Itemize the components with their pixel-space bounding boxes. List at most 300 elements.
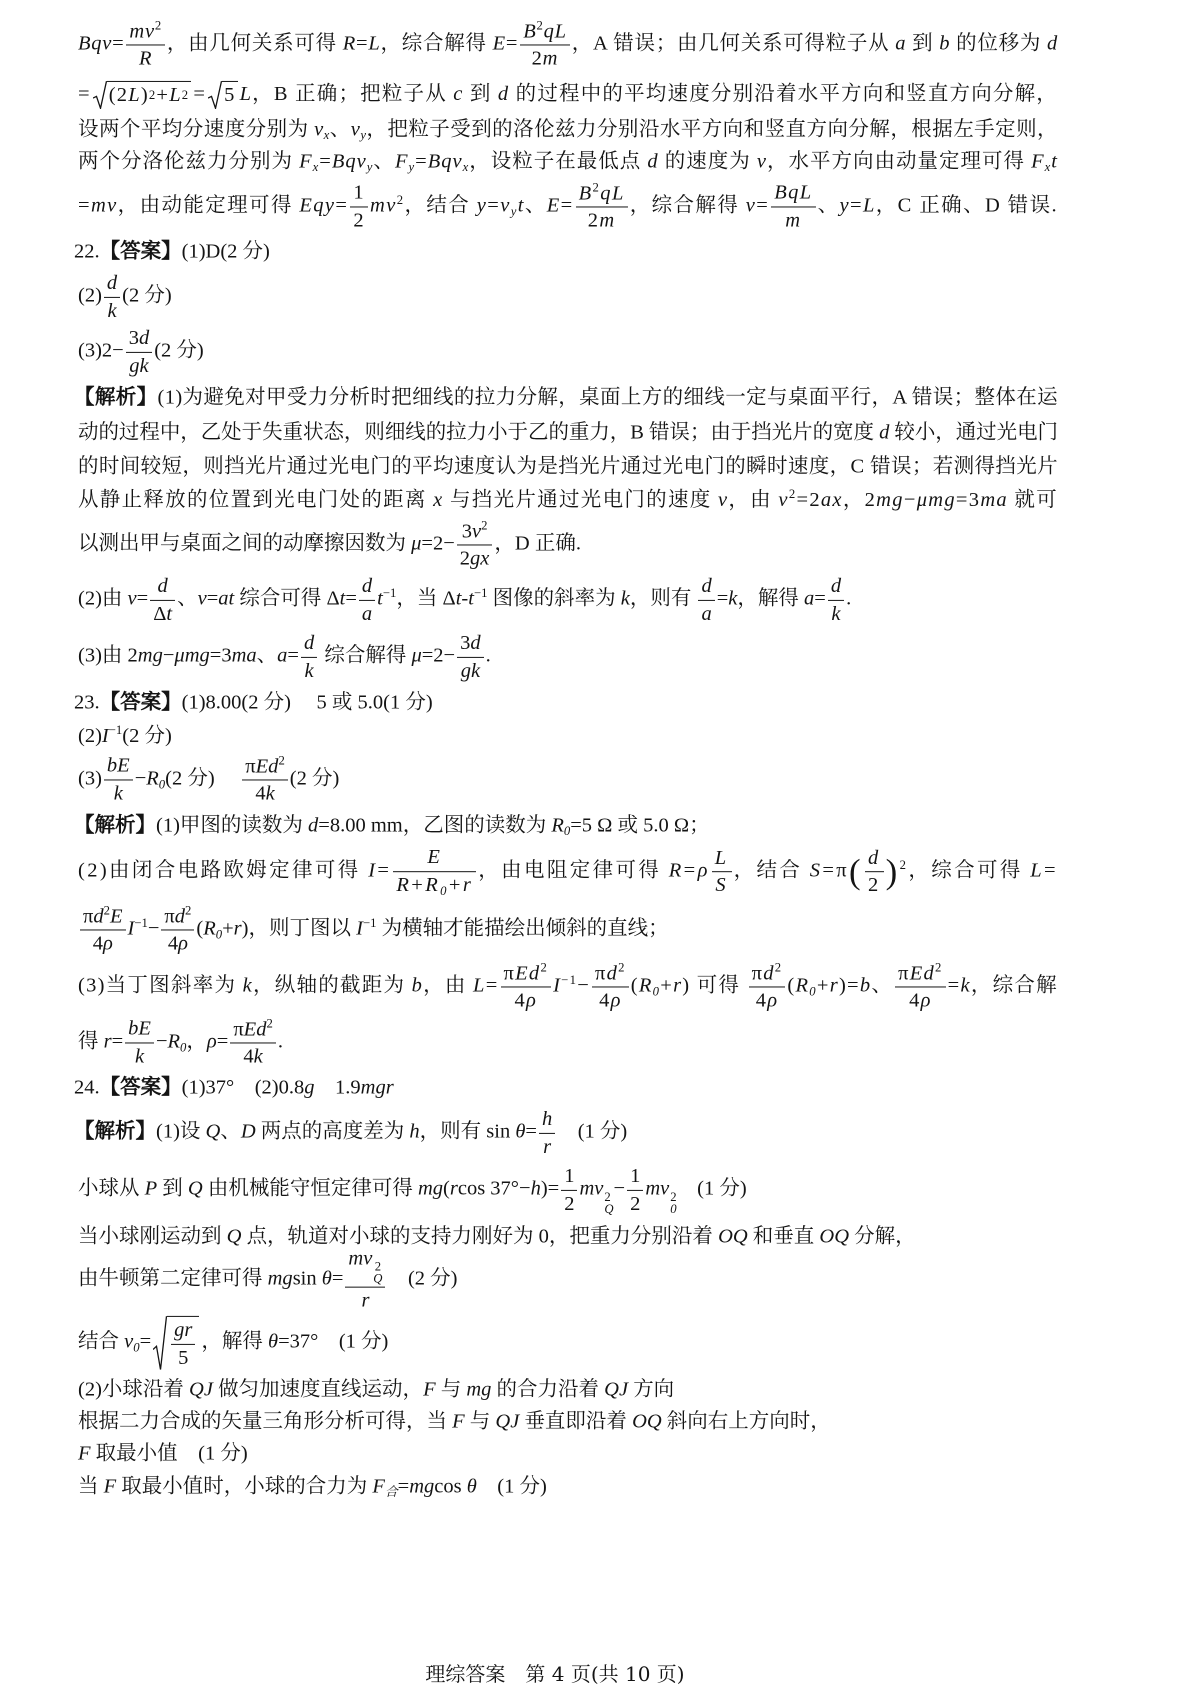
math-variable: R (146, 767, 159, 790)
text-run: π (233, 1018, 244, 1041)
math-variable: r (449, 1177, 458, 1200)
math-variable: μmg (916, 489, 956, 512)
text-run: 当小球刚运动到 (78, 1225, 227, 1248)
math-variable: L (239, 82, 253, 105)
fraction (576, 180, 628, 233)
math-variable: t (468, 587, 474, 610)
superscript: 2 (148, 88, 157, 103)
text-run: 4 (514, 989, 526, 1012)
math-variable: R (396, 873, 412, 896)
math-variable: a (804, 587, 815, 610)
text-run: (3)2− (78, 339, 124, 362)
math-variable: R (203, 917, 216, 940)
math-variable: I (101, 725, 109, 748)
big-parenthesis: ( (849, 852, 864, 892)
math-variable: x (433, 489, 444, 512)
math-variable: ρ (610, 989, 622, 1012)
subscript: 0 (158, 777, 166, 792)
subscript: 0 (215, 927, 223, 942)
text-run: (2) (78, 725, 102, 748)
superscript: −1 (382, 585, 397, 600)
fraction-numerator (539, 1107, 555, 1134)
math-variable: k (242, 974, 253, 997)
text-run: 、 (177, 587, 198, 610)
text-run: ，解得 (737, 587, 805, 610)
text-run: π (503, 962, 516, 985)
superscript: 2 (540, 960, 549, 975)
fraction-numerator (350, 181, 368, 208)
math-variable: I (368, 859, 378, 882)
fraction-numerator (345, 1247, 385, 1288)
text-run: 、 (524, 194, 547, 217)
math-variable: mg (876, 489, 904, 512)
math-variable: Q (226, 1225, 242, 1248)
text-line (78, 722, 172, 750)
text-run: Δ (153, 602, 167, 625)
text-run: ，2 (842, 489, 877, 512)
fraction-numerator (126, 326, 153, 353)
text-run: ( (443, 1177, 450, 1200)
math-variable: I (127, 917, 135, 940)
radical-sign (208, 81, 222, 109)
text-run: 以测出甲与桌面之间的动摩擦因数为 (78, 532, 412, 555)
text-run: 综合解得 (319, 644, 412, 667)
math-variable: bE (128, 1017, 151, 1040)
math-variable: mg (137, 644, 163, 667)
text-run: 根据二力合成的矢量三角形分析可得，当 (78, 1410, 453, 1433)
math-variable: ρ (920, 989, 932, 1012)
text-run: 得 (78, 1030, 104, 1053)
math-variable: r (361, 1289, 370, 1312)
subscript: Q (373, 1272, 383, 1287)
fraction-numerator (771, 181, 815, 208)
fraction-denominator (782, 208, 804, 234)
math-variable: E (492, 32, 506, 55)
text-run: 2 (630, 1192, 641, 1215)
fraction-denominator (457, 546, 493, 572)
math-variable: r (462, 873, 474, 896)
math-variable: b (939, 32, 951, 55)
text-line (78, 518, 581, 571)
fraction-numerator (126, 18, 165, 45)
text-run: 分解， (849, 1225, 916, 1248)
text-run: + (222, 917, 234, 940)
text-run: = (356, 32, 369, 55)
math-variable: d (93, 905, 104, 928)
fraction-denominator (698, 601, 714, 627)
text-line (78, 486, 1058, 514)
text-run: 5 (178, 1346, 189, 1369)
fraction-denominator (458, 658, 483, 684)
math-variable: gr (174, 1318, 193, 1341)
text-run: 由机械能守恒定律可得 (202, 1177, 418, 1200)
text-run: 1 (353, 181, 366, 204)
superscript: 2 (266, 1016, 273, 1031)
text-run: ，由 (728, 489, 779, 512)
text-run: ，A 错误；由几何关系可得粒子从 (571, 32, 896, 55)
math-variable: mv (579, 1177, 604, 1200)
fraction-denominator (511, 988, 540, 1014)
fraction-numerator (576, 180, 628, 207)
text-run: ，结合 (404, 194, 477, 217)
text-run: =5 Ω 或 5.0 Ω； (570, 814, 710, 837)
fraction-denominator (906, 988, 935, 1014)
text-run: + (816, 974, 830, 997)
subscript: x (462, 160, 470, 175)
text-line (78, 960, 1058, 1013)
text-run: (3)当丁图斜率为 (78, 974, 243, 997)
text-run: (2)小球沿着 (78, 1378, 190, 1401)
subscript: y (510, 204, 518, 219)
text-run: 2 (459, 547, 471, 570)
text-run: = (331, 1267, 344, 1290)
text-line (78, 1247, 458, 1314)
math-variable: d (308, 814, 319, 837)
text-line (78, 326, 204, 378)
math-variable: t (1051, 150, 1058, 173)
math-variable: y (839, 194, 851, 217)
text-run: )= (540, 1177, 560, 1200)
fraction (161, 903, 194, 956)
math-variable: r (233, 917, 242, 940)
text-run: = (814, 587, 826, 610)
math-variable: μ (411, 644, 422, 667)
text-run: ， (186, 1030, 207, 1053)
superscript: −1 (362, 915, 377, 930)
fraction-numerator (865, 846, 884, 873)
fraction-denominator (529, 46, 562, 72)
text-run: = (111, 1030, 124, 1053)
text-run: 两点的高度差为 (255, 1120, 410, 1143)
math-variable: R (425, 873, 441, 896)
text-run: = (136, 587, 149, 610)
text-run: − (162, 644, 175, 667)
math-variable: Ed (243, 1018, 267, 1041)
text-run: sin (292, 1267, 322, 1290)
math-variable: b (859, 974, 872, 997)
fraction-numerator (230, 1016, 276, 1043)
math-variable: L (862, 194, 876, 217)
fraction-numerator (698, 574, 714, 601)
text-line (78, 116, 1058, 143)
text-line (78, 1377, 674, 1404)
superscript: 2 (181, 88, 190, 103)
subscript: x (1044, 160, 1052, 175)
text-run: (1)为避免对甲受力分析时把细线的拉力分解，桌面上方的细线一定与桌面平行，A 错误；整体在运 (157, 386, 1058, 409)
fraction (895, 960, 946, 1013)
math-variable: θ (466, 1475, 477, 1498)
math-variable: ma (231, 644, 257, 667)
text-run: 24. (74, 1076, 100, 1099)
math-variable: S (715, 874, 728, 897)
text-run: ，水平方向由动量定理可得 (766, 150, 1032, 173)
math-variable: P (144, 1177, 158, 1200)
text-run: )，则丁图以 (241, 917, 357, 940)
radical-sign (93, 81, 107, 109)
text-run: (1)D(2 分) (181, 240, 270, 263)
math-variable: BqL (774, 181, 813, 204)
math-variable: R (551, 814, 564, 837)
text-run: =37° (1 分) (278, 1330, 389, 1353)
math-variable: F (372, 1475, 385, 1498)
text-run: 、 (220, 1120, 241, 1143)
text-run: cos 37°− (457, 1177, 531, 1200)
text-run: 设两个平均分速度分别为 (78, 118, 315, 141)
math-variable: d (606, 962, 619, 985)
text-line (74, 1075, 394, 1102)
text-line (78, 1409, 831, 1436)
subscript: x (323, 128, 330, 143)
math-variable: QJ (604, 1378, 629, 1401)
fraction-denominator (712, 872, 731, 898)
math-variable: ρ (206, 1030, 217, 1053)
math-variable: d (361, 574, 373, 597)
text-run: ( (630, 974, 639, 997)
math-variable: mv (645, 1177, 670, 1200)
subscript: y (360, 128, 367, 143)
text-run: − (134, 767, 147, 790)
text-run: )= (838, 974, 860, 997)
text-run: = (78, 82, 91, 105)
text-run: = (78, 194, 91, 217)
math-variable: r (673, 974, 683, 997)
fraction-denominator (136, 46, 155, 72)
text-run: (2 分) (122, 284, 172, 307)
radicand (167, 1316, 199, 1370)
superscript: 2 (604, 1189, 611, 1204)
text-line (78, 631, 491, 683)
fraction-numerator (104, 754, 133, 781)
fraction-denominator (540, 1134, 554, 1160)
math-variable: L (473, 974, 486, 997)
math-variable: bE (106, 754, 130, 777)
math-variable: d (497, 82, 510, 105)
text-run: ，综合解得 (380, 32, 493, 55)
math-variable: t (377, 587, 383, 610)
subscript: 0 (563, 824, 571, 839)
fraction-numerator (712, 846, 732, 873)
text-run: 的位移为 (950, 32, 1048, 55)
text-run: ) 可得 (682, 974, 747, 997)
radicand (107, 81, 192, 109)
math-variable: mv (129, 20, 155, 43)
text-line (78, 454, 1058, 481)
text-run: =π (822, 859, 850, 882)
math-variable: a (701, 602, 712, 625)
text-run: 2 (868, 874, 881, 897)
math-variable: ρ (102, 932, 113, 955)
text-run: = (287, 644, 299, 667)
text-run: ，综合解得 (629, 194, 746, 217)
text-run: 5 (224, 84, 236, 107)
math-variable: θ (321, 1267, 332, 1290)
math-variable: r (543, 1135, 552, 1158)
math-variable: I (553, 974, 562, 997)
text-run: 3 (128, 326, 139, 349)
text-run: 4 (92, 932, 103, 955)
fraction-denominator (126, 353, 151, 379)
text-run: − (613, 1177, 626, 1200)
text-run: = (756, 194, 770, 217)
fraction-denominator (865, 872, 884, 898)
text-run: 的速度为 (658, 150, 757, 173)
text-line (78, 1473, 547, 1500)
subscript: Q (604, 1202, 614, 1217)
text-line (78, 18, 1058, 71)
math-variable: mg (466, 1378, 492, 1401)
text-run: = (139, 1330, 152, 1353)
fraction-numerator (592, 960, 629, 987)
math-variable: t (517, 194, 525, 217)
text-run: ，由动能定理可得 (117, 194, 300, 217)
text-run: π (83, 905, 94, 928)
math-variable: F (452, 1410, 465, 1433)
text-run: ，C 正确、D 错误. (875, 194, 1058, 217)
text-run: 1 (564, 1164, 575, 1187)
fraction-numerator (749, 960, 786, 987)
text-line (78, 574, 851, 626)
text-run: ，由电阻定律可得 (478, 859, 669, 882)
math-variable: k (304, 659, 314, 682)
text-line (78, 1016, 283, 1069)
math-variable: mg (417, 1177, 444, 1200)
math-variable: d (868, 846, 881, 869)
text-run: 2 (531, 47, 543, 70)
math-variable: d (763, 962, 775, 985)
square-root (93, 81, 192, 109)
text-run: 到 (463, 82, 498, 105)
subscript: y (366, 160, 374, 175)
text-run: = (112, 32, 125, 55)
text-run: 的时间较短，则挡光片通过光电门的平均速度认为是挡光片通过光电门的瞬时速度，C 错误；若测得挡光片 (78, 455, 1058, 478)
fraction-denominator (561, 1191, 577, 1217)
text-run: 2 (564, 1192, 575, 1215)
text-run: 1 (630, 1164, 641, 1187)
fraction (393, 845, 476, 899)
subscript: 0 (670, 1202, 677, 1217)
math-variable: ρ (697, 859, 710, 882)
text-run: ) (140, 84, 149, 107)
superscript: 2 (899, 857, 909, 872)
text-run: = (485, 974, 499, 997)
text-run: 、 (373, 150, 395, 173)
math-variable: d (879, 421, 890, 444)
text-run: + (660, 974, 674, 997)
math-variable: mv (90, 194, 118, 217)
fraction-numerator (242, 753, 288, 780)
math-variable: QJ (189, 1378, 213, 1401)
math-variable: L (368, 32, 381, 55)
text-run: ，综合解 (970, 974, 1058, 997)
fraction (771, 181, 815, 233)
math-variable: F (103, 1475, 117, 1498)
subscript: x (312, 160, 320, 175)
math-variable: k (265, 782, 275, 805)
radicand (222, 81, 237, 109)
fraction (301, 631, 317, 683)
math-variable: L (128, 84, 141, 107)
superscript: 2 (618, 960, 626, 975)
math-variable: Ed (255, 755, 279, 778)
text-run: 4 (255, 782, 266, 805)
text-line (78, 81, 1058, 109)
text-run: (1)甲图的读数为 (156, 814, 309, 837)
text-run: ，纵轴的截距为 (252, 974, 412, 997)
math-variable: ma (980, 489, 1008, 512)
text-run: 和垂直 (747, 1225, 820, 1248)
page-footer: 理综答案 第 4 页(共 10 页) (425, 1662, 685, 1686)
text-run: = (560, 194, 574, 217)
text-run: . (846, 587, 852, 610)
subscript: 0 (809, 984, 817, 999)
fraction-denominator (828, 601, 843, 627)
fraction (350, 181, 368, 233)
text-run: 垂直即沿着 (519, 1410, 633, 1433)
fraction-denominator (350, 208, 368, 234)
fraction-numerator (104, 271, 120, 298)
superscript: 2 (154, 18, 162, 33)
text-line (78, 271, 172, 323)
superscript: 2 (592, 180, 601, 195)
text-line (78, 903, 669, 956)
text-run: + (156, 84, 170, 107)
fraction (104, 271, 120, 323)
math-variable: I (356, 917, 363, 940)
math-variable: F (1031, 150, 1045, 173)
fraction (698, 574, 714, 626)
math-variable: b (411, 974, 424, 997)
superscript: 2 (935, 960, 943, 975)
text-run: 动的过程中，乙处于失重状态，则细线的拉力小于乙的重力，B 错误；由于挡光片的宽度 (78, 421, 880, 444)
text-run: = (193, 82, 207, 105)
math-variable: Q (187, 1177, 203, 1200)
math-variable: Bqv (331, 150, 367, 173)
superscript: −1 (108, 723, 123, 738)
text-run: (2)由闭合电路欧姆定律可得 (78, 859, 369, 882)
radical-sign (153, 1316, 167, 1370)
text-run: ，D 正确. (494, 532, 581, 555)
math-variable: Bqv (427, 150, 463, 173)
math-variable: a (361, 602, 373, 625)
math-variable: d (647, 150, 659, 173)
math-variable: θ (515, 1120, 526, 1143)
fraction-denominator (393, 872, 476, 899)
math-variable: t (455, 587, 462, 610)
math-variable: r (829, 974, 839, 997)
text-run: = (947, 974, 961, 997)
fraction (627, 1164, 643, 1216)
fraction (80, 903, 126, 956)
sub-superscript (373, 1260, 382, 1285)
math-variable: d (830, 574, 842, 597)
fraction-denominator (132, 1044, 147, 1070)
text-run: 做匀加速度直线运动， (212, 1378, 424, 1401)
math-variable: d (701, 574, 712, 597)
math-variable: h (530, 1177, 541, 1200)
math-variable: ρ (526, 989, 538, 1012)
subscript: 0 (440, 883, 449, 898)
math-variable: D (240, 1120, 256, 1143)
fraction-denominator (240, 1044, 265, 1070)
math-variable: r (103, 1030, 112, 1053)
math-variable: k (135, 1045, 145, 1068)
math-variable: S (809, 859, 823, 882)
math-variable: F (78, 1442, 91, 1465)
text-run: 与挡光片通过光电门的速度 (443, 489, 718, 512)
text-run: (1)37° (2)0.8 (181, 1076, 305, 1099)
fraction-denominator (252, 781, 277, 807)
math-variable: k (831, 602, 841, 625)
